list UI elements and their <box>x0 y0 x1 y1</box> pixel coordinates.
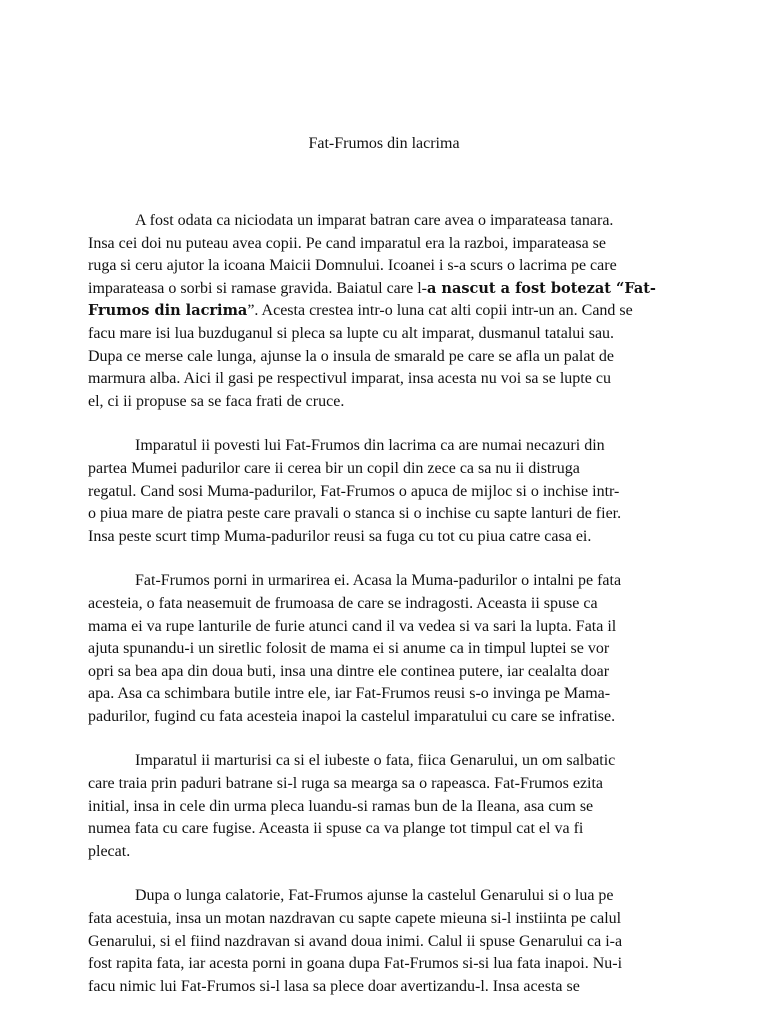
text-line <box>88 210 684 233</box>
text-segment: numea fata cu care fugise. Aceasta ii spuse ca va plange tot timpul cat el va fi <box>88 820 584 838</box>
text-line <box>88 885 684 908</box>
text-segment: Insa cei doi nu puteau avea copii. Pe cand imparatul era la razboi, imparateasa se <box>88 234 606 252</box>
text-line <box>88 750 684 773</box>
text-segment: a nascut a fost botezat “Fat- <box>426 279 656 297</box>
paragraph <box>88 750 684 863</box>
text-line <box>88 953 684 976</box>
text-line <box>88 323 684 346</box>
text-segment: fost rapita fata, iar acesta porni in goana dupa Fat-Frumos si-si lua fata inapoi. Nu-i <box>88 955 623 973</box>
text-line <box>88 908 684 931</box>
text-line <box>88 368 684 391</box>
text-line <box>88 300 684 323</box>
text-segment: marmura alba. Aici il gasi pe respectivul imparat, insa acesta nu voi sa se lupte cu <box>88 370 611 388</box>
text-segment: imparateasa o sorbi si ramase gravida. Baiatul care l- <box>88 279 427 297</box>
text-line <box>88 481 684 504</box>
text-segment: Fat-Frumos porni in urmarirea ei. Acasa la Muma-padurilor o intalni pe fata <box>135 572 622 590</box>
text-segment: mama ei va rupe lanturile de furie atunci cand il va vedea si va sari la lupta. Fata il <box>88 617 617 635</box>
paragraph <box>88 435 684 548</box>
text-segment: facu mare isi lua buzduganul si pleca sa lupte cu alt imparat, dusmanul tatalui sau. <box>88 324 615 342</box>
paragraph <box>88 210 684 413</box>
text-segment: Imparatul ii povesti lui Fat-Frumos din lacrima ca are numai necazuri din <box>135 437 605 455</box>
text-line <box>88 796 684 819</box>
document-body <box>88 210 684 1020</box>
text-line <box>88 593 684 616</box>
text-line <box>88 255 684 278</box>
text-segment: ”. Acesta crestea intr-o luna cat alti copii intr-un an. Cand se <box>247 302 633 320</box>
text-segment: acesteia, o fata neasemuit de frumoasa de care se indragosti. Aceasta ii spuse ca <box>88 594 598 612</box>
text-line <box>88 391 684 414</box>
text-line <box>88 976 684 999</box>
text-line <box>88 706 684 729</box>
text-line <box>88 818 684 841</box>
text-line <box>88 503 684 526</box>
text-line <box>88 683 684 706</box>
text-line <box>88 931 684 954</box>
text-segment: partea Mumei padurilor care ii cerea bir un copil din zece ca sa nu ii distruga <box>88 459 580 477</box>
text-segment: Genarului, si el fiind nazdravan si avand doua inimi. Calul ii spuse Genarului ca i-a <box>88 932 623 950</box>
text-line <box>88 616 684 639</box>
text-segment: ruga si ceru ajutor la icoana Maicii Domnului. Icoanei i s-a scurs o lacrima pe care <box>88 257 617 275</box>
text-line <box>88 841 684 864</box>
text-segment: apa. Asa ca schimbara butile intre ele, iar Fat-Frumos reusi s-o invinga pe Mama- <box>88 685 611 703</box>
text-segment: initial, insa in cele din urma pleca luandu-si ramas bun de la Ileana, asa cum se <box>88 797 594 815</box>
text-segment: regatul. Cand sosi Muma-padurilor, Fat-Frumos o apuca de mijloc si o inchise intr- <box>88 482 620 500</box>
text-segment: padurilor, fugind cu fata acesteia inapoi la castelul imparatului cu care se infratise. <box>88 707 616 725</box>
text-segment: plecat. <box>88 842 131 860</box>
text-segment: Frumos din lacrima <box>88 302 248 320</box>
text-segment: ajuta spunandu-i un siretlic folosit de mama ei si anume ca in timpul luptei se vor <box>88 640 610 658</box>
text-segment: Dupa ce merse cale lunga, ajunse la o insula de smarald pe care se afla un palat de <box>88 347 614 365</box>
text-line <box>88 661 684 684</box>
text-line <box>88 346 684 369</box>
paragraph <box>88 570 684 728</box>
text-line <box>88 526 684 549</box>
text-segment: Dupa o lunga calatorie, Fat-Frumos ajunse la castelul Genarului si o lua pe <box>135 887 614 905</box>
text-segment: fata acestuia, insa un motan nazdravan cu sapte capete mieuna si-l instiinta pe calul <box>88 910 622 928</box>
text-segment: A fost odata ca niciodata un imparat batran care avea o imparateasa tanara. <box>135 212 614 229</box>
text-segment: Imparatul ii marturisi ca si el iubeste o fata, fiica Genarului, un om salbatic <box>135 752 616 770</box>
text-line <box>88 570 684 593</box>
text-line <box>88 435 684 458</box>
text-line <box>88 458 684 481</box>
document-title: Fat-Frumos din lacrima <box>308 135 460 152</box>
text-segment: el, ci ii propuse sa se faca frati de cruce. <box>88 392 345 410</box>
text-segment: o piua mare de piatra peste care pravali o stanca si o inchise cu sapte lanturi de fier. <box>88 505 622 523</box>
text-segment: Insa peste scurt timp Muma-padurilor reusi sa fuga cu tot cu piua catre casa ei. <box>88 527 592 545</box>
text-segment: facu nimic lui Fat-Frumos si-l lasa sa plece doar avertizandu-l. Insa acesta se <box>88 977 580 995</box>
paragraph <box>88 885 684 998</box>
text-line <box>88 773 684 796</box>
text-segment: care traia prin paduri batrane si-l ruga sa mearga sa o rapeasca. Fat-Frumos ezita <box>88 775 604 793</box>
text-line <box>88 278 684 301</box>
text-segment: opri sa bea apa din doua buti, insa una dintre ele continea putere, iar cealalta doar <box>88 662 610 680</box>
text-line <box>88 638 684 661</box>
text-line <box>88 233 684 256</box>
